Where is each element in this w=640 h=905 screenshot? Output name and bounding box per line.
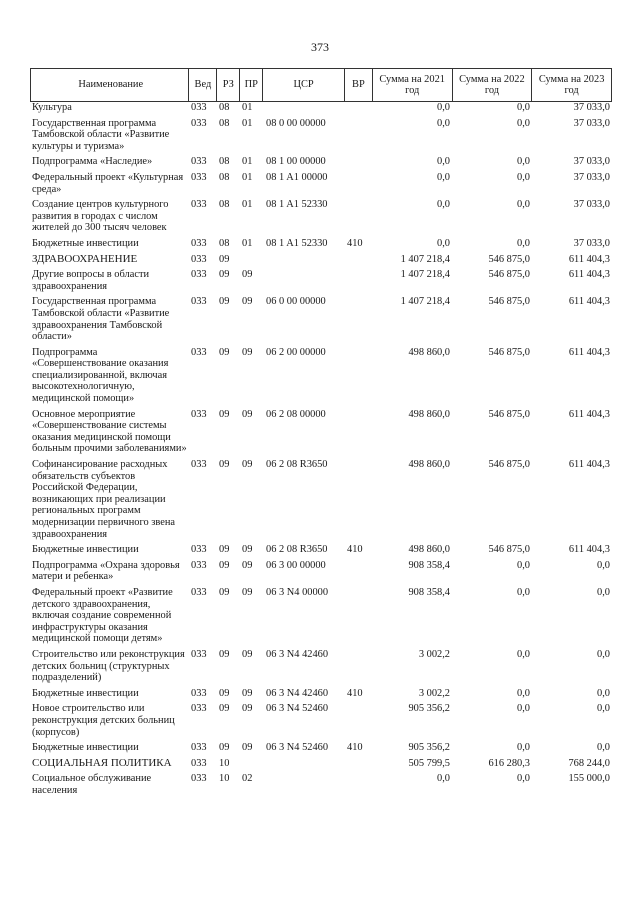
cell-pr: 09 xyxy=(242,687,253,699)
cell-sum-2022: 0,0 xyxy=(517,648,530,660)
cell-sum-2022: 616 280,3 xyxy=(488,757,530,769)
header-sum-2022: Сумма на 2022 год xyxy=(452,69,532,101)
cell-pr: 09 xyxy=(242,586,253,598)
cell-csr: 08 0 00 00000 xyxy=(266,117,326,129)
header-vr: ВР xyxy=(344,69,372,101)
cell-sum-2021: 3 002,2 xyxy=(418,648,450,660)
cell-ved: 033 xyxy=(191,346,207,358)
cell-rz: 08 xyxy=(219,117,230,129)
cell-sum-2022: 546 875,0 xyxy=(488,544,530,556)
cell-ved: 033 xyxy=(191,269,207,281)
cell-name: Культура xyxy=(32,102,72,113)
cell-pr: 09 xyxy=(242,408,253,420)
table-row xyxy=(30,172,612,195)
cell-name: Федеральный проект «Культурная среда» xyxy=(32,171,184,195)
cell-sum-2021: 905 356,2 xyxy=(408,742,450,754)
cell-sum-2021: 1 407 218,4 xyxy=(400,253,450,265)
cell-ved: 033 xyxy=(191,171,207,183)
cell-rz: 09 xyxy=(219,742,230,754)
cell-csr: 06 3 N4 52460 xyxy=(266,742,329,754)
cell-sum-2022: 0,0 xyxy=(517,703,530,715)
cell-name: Основное мероприятие «Совершенствование системы оказания медицинской помощи больным прочими заболеваниями» xyxy=(32,408,187,455)
cell-ved: 033 xyxy=(191,742,207,754)
cell-ved: 033 xyxy=(191,408,207,420)
table-row xyxy=(30,269,612,292)
cell-vr: 410 xyxy=(347,544,363,556)
cell-sum-2021: 0,0 xyxy=(437,102,450,113)
cell-sum-2022: 546 875,0 xyxy=(488,253,530,265)
cell-rz: 09 xyxy=(219,296,230,308)
cell-name: Социальное обслуживание населения xyxy=(32,773,152,796)
cell-sum-2021: 0,0 xyxy=(437,199,450,211)
cell-csr: 06 2 08 00000 xyxy=(266,408,326,420)
cell-ved: 033 xyxy=(191,199,207,211)
cell-sum-2021: 498 860,0 xyxy=(408,459,450,471)
header-sum-2023: Сумма на 2023 год xyxy=(531,69,611,101)
cell-pr: 09 xyxy=(242,296,253,308)
header-ved: Вед xyxy=(188,69,216,101)
page-number: 373 xyxy=(311,40,329,54)
table-row xyxy=(30,773,612,796)
cell-vr: 410 xyxy=(347,742,363,754)
cell-sum-2021: 505 799,5 xyxy=(408,757,450,769)
cell-rz: 08 xyxy=(219,171,230,183)
cell-sum-2022: 0,0 xyxy=(517,117,530,129)
cell-sum-2021: 0,0 xyxy=(437,156,450,168)
cell-sum-2021: 0,0 xyxy=(437,117,450,129)
cell-name: Федеральный проект «Развитие детского здравоохранения, включая создание современной инфраструктуры оказания медицинской помощи детям» xyxy=(32,586,173,645)
cell-ved: 033 xyxy=(191,757,207,769)
cell-sum-2023: 37 033,0 xyxy=(573,117,610,129)
cell-rz: 08 xyxy=(219,156,230,168)
cell-ved: 033 xyxy=(191,703,207,715)
table-body xyxy=(30,102,612,796)
cell-rz: 09 xyxy=(219,408,230,420)
cell-name: Новое строительство или реконструкция детских больниц (корпусов) xyxy=(32,703,175,738)
cell-sum-2021: 0,0 xyxy=(437,237,450,249)
cell-sum-2023: 611 404,3 xyxy=(568,408,610,420)
cell-pr: 09 xyxy=(242,742,253,754)
cell-sum-2022: 546 875,0 xyxy=(488,459,530,471)
cell-rz: 09 xyxy=(219,703,230,715)
header-csr: ЦСР xyxy=(262,69,344,101)
cell-ved: 033 xyxy=(191,586,207,598)
cell-name: ЗДРАВООХРАНЕНИЕ xyxy=(32,252,138,265)
cell-vr: 410 xyxy=(347,687,363,699)
cell-sum-2022: 0,0 xyxy=(517,102,530,113)
cell-ved: 033 xyxy=(191,687,207,699)
cell-sum-2023: 611 404,3 xyxy=(568,346,610,358)
cell-csr: 08 1 00 00000 xyxy=(266,156,326,168)
cell-rz: 09 xyxy=(219,253,230,265)
cell-csr: 06 3 N4 00000 xyxy=(266,586,329,598)
cell-sum-2021: 905 356,2 xyxy=(408,703,450,715)
table-row xyxy=(30,703,612,738)
cell-sum-2021: 0,0 xyxy=(437,773,450,785)
cell-sum-2023: 0,0 xyxy=(597,742,610,754)
cell-sum-2023: 611 404,3 xyxy=(568,269,610,281)
cell-csr: 08 1 A1 52330 xyxy=(266,237,328,249)
cell-sum-2022: 546 875,0 xyxy=(488,269,530,281)
cell-ved: 033 xyxy=(191,237,207,249)
cell-rz: 09 xyxy=(219,586,230,598)
cell-sum-2021: 908 358,4 xyxy=(408,559,450,571)
cell-sum-2022: 0,0 xyxy=(517,742,530,754)
table-row xyxy=(30,347,612,405)
cell-name: Государственная программа Тамбовской области «Развитие культуры и туризма» xyxy=(32,117,170,152)
table-row xyxy=(30,118,612,153)
cell-sum-2023: 0,0 xyxy=(597,703,610,715)
cell-ved: 033 xyxy=(191,102,207,113)
cell-rz: 09 xyxy=(219,544,230,556)
cell-name: СОЦИАЛЬНАЯ ПОЛИТИКА xyxy=(32,756,172,769)
cell-rz: 08 xyxy=(219,102,230,113)
cell-sum-2021: 498 860,0 xyxy=(408,544,450,556)
cell-sum-2023: 155 000,0 xyxy=(568,773,610,785)
section-row xyxy=(30,758,612,770)
table-row xyxy=(30,156,612,168)
cell-sum-2021: 498 860,0 xyxy=(408,408,450,420)
cell-rz: 08 xyxy=(219,199,230,211)
cell-pr: 09 xyxy=(242,559,253,571)
cell-csr: 06 3 N4 42460 xyxy=(266,687,329,699)
cell-vr: 410 xyxy=(347,237,363,249)
cell-pr: 01 xyxy=(242,102,253,113)
cell-sum-2022: 0,0 xyxy=(517,586,530,598)
cell-ved: 033 xyxy=(191,544,207,556)
cell-pr: 09 xyxy=(242,703,253,715)
cell-rz: 10 xyxy=(219,773,230,785)
cell-rz: 09 xyxy=(219,459,230,471)
cell-ved: 033 xyxy=(191,156,207,168)
cell-name: Государственная программа Тамбовской области «Развитие здравоохранения Тамбовской области» xyxy=(32,296,170,343)
table-row xyxy=(30,199,612,234)
header-name: Наименование xyxy=(78,79,144,91)
table-row xyxy=(30,409,612,455)
cell-pr: 09 xyxy=(242,459,253,471)
cell-name: Подпрограмма «Совершенствование оказания специализированной, включая высокотехнологичную, медицинской помощи» xyxy=(32,346,169,405)
cell-sum-2021: 498 860,0 xyxy=(408,346,450,358)
cell-sum-2022: 0,0 xyxy=(517,237,530,249)
cell-sum-2022: 546 875,0 xyxy=(488,408,530,420)
cell-sum-2023: 0,0 xyxy=(597,586,610,598)
cell-sum-2021: 3 002,2 xyxy=(418,687,450,699)
table-row xyxy=(30,102,612,114)
cell-name: Бюджетные инвестиции xyxy=(32,237,139,249)
cell-pr: 09 xyxy=(242,544,253,556)
table-row xyxy=(30,688,612,700)
cell-ved: 033 xyxy=(191,459,207,471)
cell-csr: 06 2 08 R3650 xyxy=(266,459,328,471)
cell-name: Другие вопросы в области здравоохранения xyxy=(32,269,150,292)
cell-ved: 033 xyxy=(191,253,207,265)
cell-sum-2021: 908 358,4 xyxy=(408,586,450,598)
cell-sum-2023: 37 033,0 xyxy=(573,199,610,211)
table-row xyxy=(30,587,612,645)
cell-ved: 033 xyxy=(191,648,207,660)
table-row xyxy=(30,238,612,250)
cell-sum-2023: 611 404,3 xyxy=(568,544,610,556)
cell-rz: 09 xyxy=(219,269,230,281)
cell-pr: 01 xyxy=(242,237,253,249)
cell-sum-2023: 37 033,0 xyxy=(573,171,610,183)
header-rz: РЗ xyxy=(216,69,239,101)
cell-pr: 01 xyxy=(242,199,253,211)
cell-csr: 06 3 00 00000 xyxy=(266,559,326,571)
cell-sum-2023: 611 404,3 xyxy=(568,253,610,265)
cell-sum-2021: 1 407 218,4 xyxy=(400,269,450,281)
cell-rz: 10 xyxy=(219,757,230,769)
cell-pr: 01 xyxy=(242,171,253,183)
cell-sum-2021: 1 407 218,4 xyxy=(400,296,450,308)
section-row xyxy=(30,254,612,266)
cell-sum-2023: 768 244,0 xyxy=(568,757,610,769)
cell-pr: 09 xyxy=(242,269,253,281)
cell-ved: 033 xyxy=(191,117,207,129)
cell-name: Бюджетные инвестиции xyxy=(32,687,139,699)
cell-ved: 033 xyxy=(191,559,207,571)
cell-sum-2022: 546 875,0 xyxy=(488,346,530,358)
cell-rz: 09 xyxy=(219,687,230,699)
cell-pr: 09 xyxy=(242,346,253,358)
budget-table xyxy=(30,68,612,800)
cell-csr: 06 3 N4 42460 xyxy=(266,648,329,660)
cell-csr: 06 0 00 00000 xyxy=(266,296,326,308)
header-sum-2021: Сумма на 2021 год xyxy=(372,69,452,101)
cell-sum-2022: 0,0 xyxy=(517,773,530,785)
cell-pr: 09 xyxy=(242,648,253,660)
cell-sum-2023: 0,0 xyxy=(597,687,610,699)
cell-sum-2022: 0,0 xyxy=(517,687,530,699)
cell-sum-2023: 0,0 xyxy=(597,559,610,571)
table-header xyxy=(30,68,612,102)
table-row xyxy=(30,649,612,684)
cell-name: Бюджетные инвестиции xyxy=(32,742,139,754)
cell-sum-2022: 546 875,0 xyxy=(488,296,530,308)
table-row xyxy=(30,296,612,342)
table-row xyxy=(30,560,612,583)
cell-rz: 08 xyxy=(219,237,230,249)
cell-pr: 01 xyxy=(242,156,253,168)
table-row xyxy=(30,459,612,540)
cell-rz: 09 xyxy=(219,559,230,571)
cell-sum-2023: 611 404,3 xyxy=(568,459,610,471)
cell-rz: 09 xyxy=(219,346,230,358)
cell-sum-2022: 0,0 xyxy=(517,156,530,168)
cell-sum-2023: 37 033,0 xyxy=(573,237,610,249)
cell-name: Создание центров культурного развития в городах с числом жителей до 300 тысяч человек xyxy=(32,199,169,234)
cell-sum-2021: 0,0 xyxy=(437,171,450,183)
cell-csr: 08 1 A1 52330 xyxy=(266,199,328,211)
cell-csr: 06 2 08 R3650 xyxy=(266,544,328,556)
cell-sum-2022: 0,0 xyxy=(517,171,530,183)
cell-name: Бюджетные инвестиции xyxy=(32,544,139,556)
cell-name: Строительство или реконструкция детских больниц (структурных подразделений) xyxy=(32,648,185,684)
cell-sum-2023: 37 033,0 xyxy=(573,156,610,168)
cell-sum-2022: 0,0 xyxy=(517,559,530,571)
cell-sum-2023: 37 033,0 xyxy=(573,102,610,113)
cell-csr: 06 3 N4 52460 xyxy=(266,703,329,715)
cell-ved: 033 xyxy=(191,296,207,308)
table-row xyxy=(30,742,612,754)
cell-name: Софинансирование расходных обязательств субъектов Российской Федерации, возникающих при реализации региональных программ модернизации первичного звена здравоохранения xyxy=(32,459,176,540)
cell-sum-2023: 0,0 xyxy=(597,648,610,660)
header-pr: ПР xyxy=(239,69,262,101)
cell-csr: 06 2 00 00000 xyxy=(266,346,326,358)
cell-name: Подпрограмма «Наследие» xyxy=(32,156,153,168)
cell-pr: 02 xyxy=(242,773,253,785)
cell-rz: 09 xyxy=(219,648,230,660)
table-row xyxy=(30,544,612,556)
cell-ved: 033 xyxy=(191,773,207,785)
cell-sum-2023: 611 404,3 xyxy=(568,296,610,308)
cell-pr: 01 xyxy=(242,117,253,129)
cell-name: Подпрограмма «Охрана здоровья матери и ребенка» xyxy=(32,559,180,583)
cell-csr: 08 1 A1 00000 xyxy=(266,171,328,183)
cell-sum-2022: 0,0 xyxy=(517,199,530,211)
